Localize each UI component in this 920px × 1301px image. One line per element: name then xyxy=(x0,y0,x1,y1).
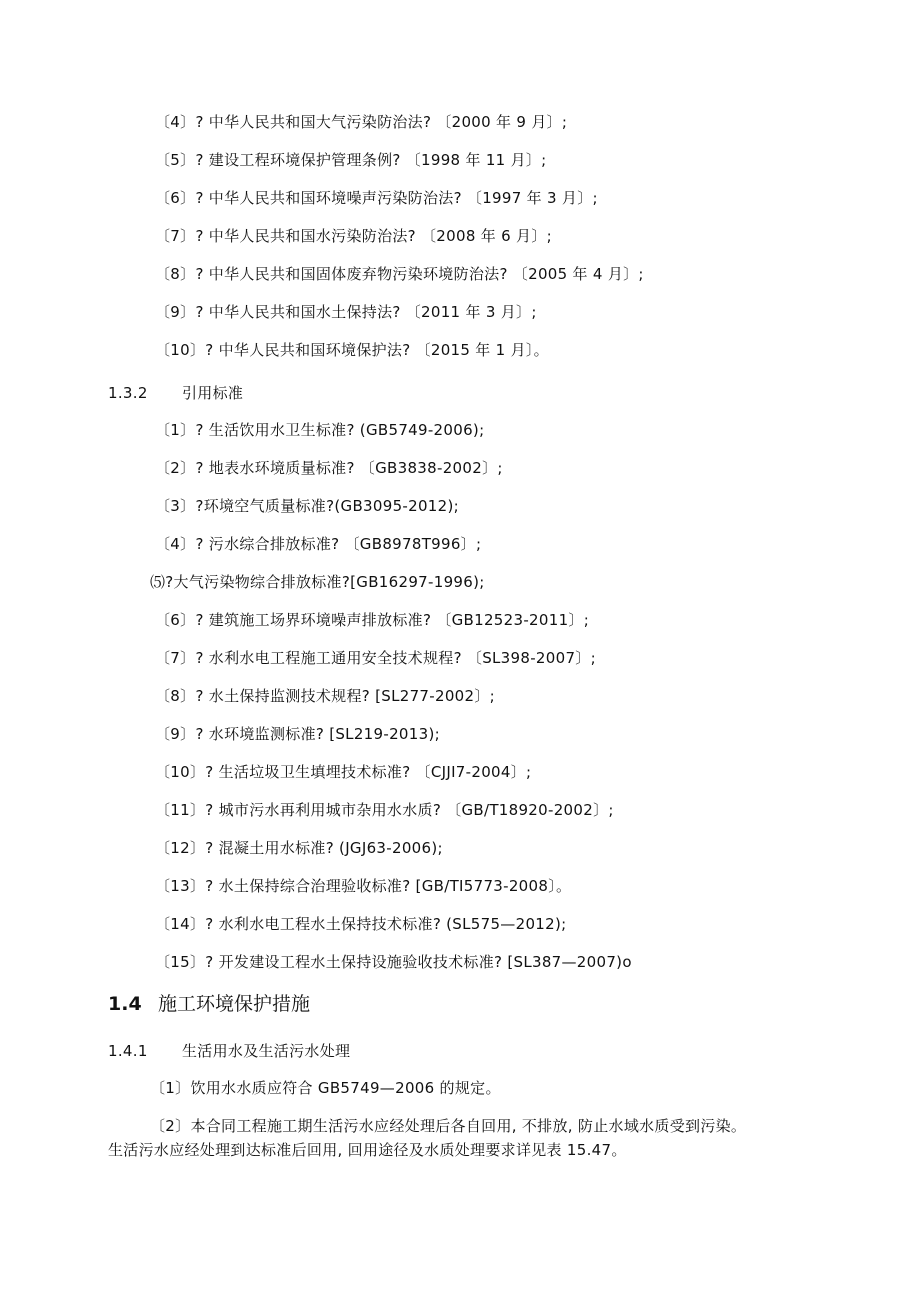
section-title: 生活用水及生活污水处理 xyxy=(182,1042,351,1060)
section-title: 引用标准 xyxy=(182,384,244,402)
law-item-10: 〔10〕? 中华人民共和国环境保护法? 〔2015 年 1 月〕。 xyxy=(155,341,549,359)
standard-item-7: 〔7〕? 水利水电工程施工通用安全技术规程? 〔SL398-2007〕; xyxy=(155,649,596,667)
standard-item-11: 〔11〕? 城市污水再利用城市杂用水水质? 〔GB/T18920-2002〕; xyxy=(155,801,614,819)
law-item-6: 〔6〕? 中华人民共和国环境噪声污染防治法? 〔1997 年 3 月〕; xyxy=(155,189,598,207)
law-item-4: 〔4〕? 中华人民共和国大气污染防治法? 〔2000 年 9 月〕; xyxy=(155,113,568,131)
section-number: 1.3.2 xyxy=(108,384,148,402)
law-item-8: 〔8〕? 中华人民共和国固体废弃物污染环境防治法? 〔2005 年 4 月〕; xyxy=(155,265,644,283)
section-1-3-2-heading xyxy=(108,383,243,403)
standard-item-10: 〔10〕? 生活垃圾卫生填埋技术标准? 〔CJJI7-2004〕; xyxy=(155,763,532,781)
standard-item-1: 〔1〕? 生活饮用水卫生标准? (GB5749-2006); xyxy=(155,421,485,439)
standard-item-3: 〔3〕?环境空气质量标准?(GB3095-2012); xyxy=(155,497,459,515)
law-item-7: 〔7〕? 中华人民共和国水污染防治法? 〔2008 年 6 月〕; xyxy=(155,227,552,245)
section-number: 1.4.1 xyxy=(108,1042,148,1060)
standard-item-13: 〔13〕? 水土保持综合治理验收标准? [GB/TI5773-2008〕。 xyxy=(155,877,572,895)
law-item-9: 〔9〕? 中华人民共和国水土保持法? 〔2011 年 3 月〕; xyxy=(155,303,537,321)
section-1-4-1-heading xyxy=(108,1041,350,1061)
standard-item-2: 〔2〕? 地表水环境质量标准? 〔GB3838-2002〕; xyxy=(155,459,503,477)
standard-item-5: ⑸?大气污染物综合排放标准?[GB16297-1996); xyxy=(150,573,485,591)
section-title: 施工环境保护措施 xyxy=(158,993,311,1015)
standard-item-9: 〔9〕? 水环境监测标准? [SL219-2013); xyxy=(155,725,440,743)
paragraph-1: 〔1〕饮用水水质应符合 GB5749—2006 的规定。 xyxy=(150,1079,501,1097)
paragraph-2-line-2: 生活污水应经处理到达标准后回用, 回用途径及水质处理要求详见表 15.47。 xyxy=(108,1141,627,1159)
law-item-5: 〔5〕? 建设工程环境保护管理条例? 〔1998 年 11 月〕; xyxy=(155,151,547,169)
standard-item-14: 〔14〕? 水利水电工程水土保持技术标准? (SL575—2012); xyxy=(155,915,567,933)
standard-item-15: 〔15〕? 开发建设工程水土保持设施验收技术标准? [SL387—2007)o xyxy=(155,953,632,971)
standard-item-12: 〔12〕? 混凝土用水标准? (JGJ63-2006); xyxy=(155,839,443,857)
paragraph-2-line-1: 〔2〕本合同工程施工期生活污水应经处理后各自回用, 不排放, 防止水域水质受到污染。 xyxy=(150,1117,747,1135)
standard-item-6: 〔6〕? 建筑施工场界环境噪声排放标准? 〔GB12523-2011〕; xyxy=(155,611,590,629)
standard-item-8: 〔8〕? 水土保持监测技术规程? [SL277-2002〕; xyxy=(155,687,496,705)
section-number: 1.4 xyxy=(108,993,142,1015)
standard-item-4: 〔4〕? 污水综合排放标准? 〔GB8978T996〕; xyxy=(155,535,482,553)
section-1-4-heading xyxy=(108,992,310,1016)
